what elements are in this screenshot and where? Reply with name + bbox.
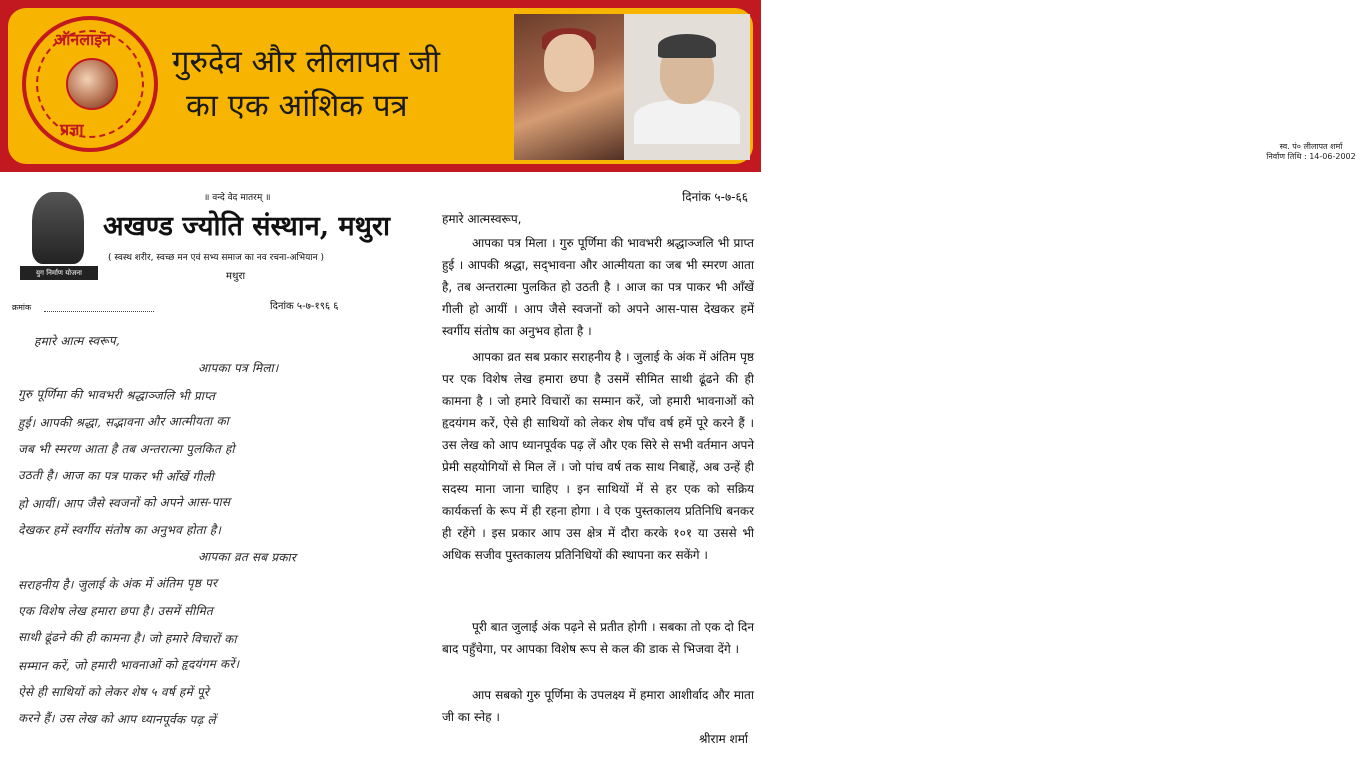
photo-body — [634, 100, 740, 144]
logo-text-top: ऑनलाइन — [54, 30, 111, 49]
handwritten-line: सराहनीय है। जुलाई के अंक में अंतिम पृष्ठ पर — [17, 575, 218, 593]
handwritten-line: हो आयीं। आप जैसे स्वजनों को अपने आस-पास — [17, 494, 231, 512]
handwritten-line: आपका व्रत सब प्रकार — [197, 549, 297, 565]
handwritten-letter — [8, 180, 408, 755]
handwritten-line: एक विशेष लेख हमारा छपा है। उसमें सीमित — [18, 604, 213, 618]
handwritten-line: हमारे आत्म स्वरूप, — [33, 333, 120, 349]
header-banner — [0, 0, 1356, 172]
signature: श्रीराम शर्मा — [698, 732, 748, 746]
handwritten-line: देखकर हमें स्वर्गीय संतोष का अनुभव होता है। — [18, 523, 222, 537]
photo-caption-date: निर्वाण तिथि : 14-06-2002 — [1266, 152, 1356, 161]
handwritten-line: आपका पत्र मिला। — [198, 361, 279, 375]
handwritten-line: ऐसे ही साथियों को लेकर शेष ५ वर्ष हमें पूरे — [18, 685, 210, 699]
kramank-line — [44, 311, 154, 312]
kramank-label: क्रमांक — [12, 303, 32, 312]
letterhead-motto: ( स्वस्थ शरीर, स्वच्छ मन एवं सभ्य समाज का नव रचना-अभियान ) — [108, 253, 325, 263]
gurudev-photo — [514, 14, 632, 160]
handwritten-line: सम्मान करें, जो हमारी भावनाओं को हृदयंगम करें। — [17, 656, 240, 674]
vande-ved-mataram: ॥ वन्दे वेद मातरम् ॥ — [204, 193, 271, 203]
handwritten-line: उठती है। आज का पत्र पाकर भी आँखें गीली — [17, 467, 214, 485]
leelapat-photo — [624, 14, 1356, 161]
salutation: हमारे आत्मस्वरूप, — [442, 212, 522, 226]
letterhead-date: दिनांक ५-७-१९६ ६ — [270, 301, 339, 312]
paragraph-2: आपका व्रत सब प्रकार सराहनीय है । जुलाई के अंक में अंतिम पृष्ठ पर एक विशेष लेख हमारा छपा है उसमें सीमित साथी ढूंढने की ही कामना है । जो हमारे विचारों का सम्मान करें, जो हमारी भावनाओं को हृदयंगम करें, ऐसे ही साथियों को लेकर शेष पाँच वर्ष हमें पूरे करने हैं । उस लेख को आप ध्यानपूर्वक पढ़ लें और एक सिरे से सभी वर्तमान अपने प्रेमी सहयोगियों से मिल लें । जो पांच वर्ष तक साथ निबाहें, अब उन्हें ही सदस्य माना जाना चाहिए । इन साथियों में से हर एक को सक्रिय कार्यकर्त्ता के रूप में ही रहना होगा । वे एक पुस्तकालय प्रतिनिधि बनकर ही रहेंगे । इस प्रकार आप उस क्षेत्र में दौरा करके १०१ या उससे भी अधिक सजीव पुस्तकालय प्रतिनिधियों की स्थापना कर सकेंगे । — [442, 350, 754, 562]
letter-date: दिनांक ५-७-६६ — [682, 190, 748, 204]
handwritten-line: करने हैं। उस लेख को आप ध्यानपूर्वक पढ़ लें — [17, 710, 216, 728]
handwritten-line: गुरु पूर्णिमा की भावभरी श्रद्धाञ्जलि भी प्राप्त — [17, 386, 216, 404]
banner-title-line2: का एक आंशिक पत्र — [186, 88, 408, 124]
handwritten-line: जब भी स्मरण आता है तब अन्तरात्मा पुलकित हो — [18, 442, 235, 456]
paragraph-1: आपका पत्र मिला । गुरु पूर्णिमा की भावभरी श्रद्धाञ्जलि भी प्राप्त हुई । आपकी श्रद्धा, सद्‌भावना और आत्मीयता का जब भी स्मरण आता है, तब अन्तरात्मा पुलकित हो उठती है । आज का पत्र पाकर भी आँखें गीली हो आयीं । आप जैसे स्वजनों को अपने आस-पास देखकर हमें स्वर्गीय संतोष का अनुभव होता है । — [442, 236, 754, 338]
handwritten-line: हुई। आपकी श्रद्धा, सद्भावना और आत्मीयता का — [17, 413, 230, 431]
emblem-figure — [32, 192, 84, 264]
paragraph-3: पूरी बात जुलाई अंक पढ़ने से प्रतीत होगी । सबका तो एक दो दिन बाद पहुँचेगा, पर आपका विशेष रूप से कल की डाक से भिजवा देंगे । — [442, 620, 754, 656]
photo-caption-name: स्व. पं० लीलापत शर्मा — [1279, 142, 1343, 151]
emblem-label: युग निर्माण योजना — [20, 266, 98, 280]
online-pragya-logo — [22, 16, 158, 152]
logo-photo — [66, 58, 118, 110]
banner-title-line1: गुरुदेव और लीलापत जी — [172, 44, 441, 80]
letterhead-org-name: अखण्ड ज्योति संस्थान, मथुरा — [103, 211, 390, 242]
logo-text-bottom: प्रज्ञा — [60, 120, 84, 139]
typed-transcription — [416, 180, 754, 755]
paragraph-4: आप सबको गुरु पूर्णिमा के उपलक्ष्य में हमारा आशीर्वाद और माता जी का स्नेह । — [442, 688, 754, 724]
handwritten-line: साथी ढूंढने की ही कामना है। जो हमारे विचारों का — [17, 629, 237, 647]
photo-face — [544, 34, 594, 92]
photo-caption — [1252, 142, 1370, 162]
letterhead-city: मथुरा — [226, 271, 246, 282]
yug-nirman-emblem — [20, 192, 98, 284]
photo-cap — [658, 34, 716, 58]
